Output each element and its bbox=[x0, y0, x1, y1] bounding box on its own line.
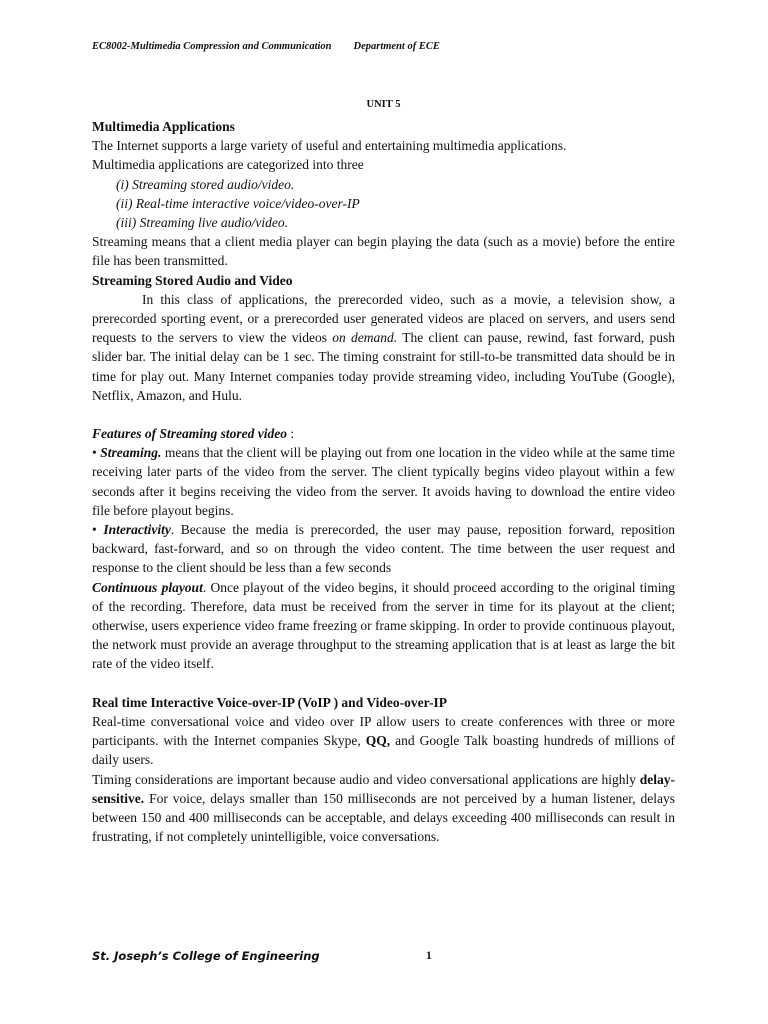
section-title-features bbox=[92, 424, 675, 443]
feature-term: Interactivity bbox=[103, 522, 171, 538]
feature-continuous-playout bbox=[92, 578, 675, 674]
spacer bbox=[92, 405, 675, 424]
text-run: The client can pause, rewind, fast forward, push slider bar. The initial delay can be 1 sec. The timing constraint for still-to-be transmitted data should be in time for play out. Many Internet companies today provide streaming video, including YouTube (Google), Netflix, Amazon, and Hulu. bbox=[92, 330, 675, 403]
text-run: For voice, delays smaller than 150 milliseconds are not perceived by a human listener, delays between 150 and 400 milliseconds can be acceptable, and delays exceeding 400 milliseconds can result in frustrating, if not completely unintelligible, voice conversations. bbox=[92, 790, 675, 845]
footer-college: St. Joseph’s College of Engineering bbox=[92, 949, 320, 963]
feature-term: Streaming. bbox=[100, 445, 162, 461]
section-title-streaming-stored: Streaming Stored Audio and Video bbox=[92, 272, 293, 288]
list-item: (ii) Real-time interactive voice/video-over-IP bbox=[116, 195, 360, 211]
paragraph: Streaming means that a client media player can begin playing the data (such as a movie) before the entire file has been transmitted. bbox=[92, 234, 675, 269]
paragraph bbox=[92, 290, 675, 405]
document-body bbox=[92, 98, 675, 846]
bullet: • bbox=[92, 522, 104, 538]
bold-text: QQ, bbox=[365, 733, 391, 749]
feature-text: means that the client will be playing out from one location in the video while at the same time receiving later parts of the video from the server. The client typically begins video playout within a few seconds after it begins receiving the video from the server. It avoids having to download the entire video file before playout begins. bbox=[92, 445, 675, 518]
text-run: In this class of applications, the prerecorded video, such as a movie, a television show, a prerecorded sporting event, or a prerecorded user generated videos are placed on servers, and users send requests to the servers to view the videos bbox=[92, 291, 675, 346]
section-title-multimedia-applications: Multimedia Applications bbox=[92, 119, 235, 134]
feature-streaming bbox=[92, 443, 675, 520]
spacer bbox=[92, 674, 675, 693]
emphasis: on demand. bbox=[332, 330, 398, 346]
list-item: (i) Streaming stored audio/video. bbox=[116, 176, 295, 192]
paragraph bbox=[92, 770, 675, 847]
features-heading: Features of Streaming stored video bbox=[92, 426, 287, 442]
section-title-voip: Real time Interactive Voice-over-IP (VoIP ) and Video-over-IP bbox=[92, 694, 448, 710]
list-item: (iii) Streaming live audio/video. bbox=[116, 215, 288, 231]
bold-text: delay-sensitive. bbox=[92, 771, 675, 806]
header-department: Department of ECE bbox=[353, 41, 440, 52]
feature-text: . Because the media is prerecorded, the user may pause, reposition forward, reposition backward, fast-forward, and so on through the video content. The time between the user request and response to the client should be less than a few seconds bbox=[92, 522, 676, 576]
header-course: EC8002-Multimedia Compression and Communication bbox=[92, 41, 332, 52]
features-heading-suffix: : bbox=[287, 426, 295, 442]
unit-title: UNIT 5 bbox=[366, 99, 401, 110]
paragraph: Multimedia applications are categorized into three bbox=[92, 157, 364, 173]
feature-text: . Once playout of the video begins, it should proceed according to the original timing of the recording. Therefore, data must be received from the server in time for its playout at the client; otherwise, users experience video frame freezing or frame skipping. In order to provide continuous playout, the network must provide an average throughput to the streaming application that is at least as large the bit rate of the video itself. bbox=[92, 579, 676, 672]
feature-term: Continuous playout bbox=[92, 579, 203, 595]
page-number: 1 bbox=[426, 950, 432, 962]
paragraph bbox=[92, 712, 675, 770]
paragraph: The Internet supports a large variety of useful and entertaining multimedia applications. bbox=[92, 138, 567, 154]
text-run: Timing considerations are important because audio and video conversational applications are highly bbox=[92, 771, 640, 787]
feature-interactivity bbox=[92, 520, 675, 578]
text-run: and Google Talk boasting hundreds of millions of daily users. bbox=[92, 733, 675, 768]
bullet: • bbox=[92, 445, 101, 461]
text-run: Real-time conversational voice and video over IP allow users to create conferences with three or more participants. with the Internet companies Skype, bbox=[92, 713, 675, 749]
page-header bbox=[92, 41, 440, 52]
